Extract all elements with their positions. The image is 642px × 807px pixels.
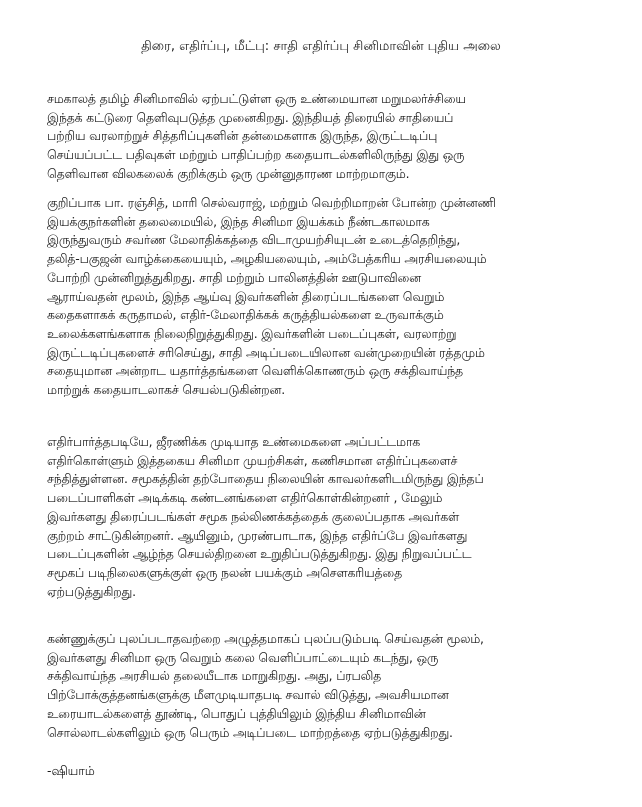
paragraph-line: ஏற்படுத்துகிறது. — [47, 583, 136, 599]
paragraph-line: பற்றிய வரலாற்றுச் சித்தரிப்புகளின் தன்மைகளாக இருந்த, இருட்டடிப்பு — [47, 128, 438, 144]
paragraph-1 — [47, 90, 637, 184]
paragraph-line: சமகாலத் தமிழ் சினிமாவில் ஏற்பட்டுள்ள ஒரு உண்மையான மறுமலர்ச்சியை — [47, 91, 466, 106]
paragraph-line: தெளிவான விலகலைக் குறிக்கும் ஒரு முன்னுதாரண மாற்றமாகும். — [47, 165, 410, 181]
paragraph-line: சமூகப் படிநிலைகளுக்குள் ஒரு நலன் பயக்கும் அசௌகரியத்தை — [47, 564, 403, 580]
paragraph-line: சக்திவாய்ந்த அரசியல் தலையீடாக மாறுகிறது. அது, ப்ரபலித — [47, 668, 382, 684]
paragraph-line: போற்றி முன்னிறுத்துகிறது. சாதி மற்றும் பாலினத்தின் ஊடுபாவினை — [47, 269, 422, 285]
paragraph-line: எதிர்பார்த்தபடியே, ஜீரணிக்க முடியாத உண்மைகளை அப்பட்டமாக — [47, 434, 421, 449]
paragraph-line: கண்ணுக்குப் புலப்படாதவற்றை அழுத்தமாகப் புலப்படும்படி செய்வதன் மூலம், — [47, 631, 484, 646]
paragraph-line: ஆராய்வதன் மூலம், இந்த ஆய்வு இவர்களின் திரைப்படங்களை வெறும் — [47, 288, 445, 304]
paragraph-line: செய்யப்பட்ட பதிவுகள் மற்றும் பாதிப்பற்ற கதையாடல்களிலிருந்து இது ஒரு — [47, 147, 465, 163]
paragraph-line: உரையாடல்களைத் தூண்டி, பொதுப் புத்தியிலும் இந்திய சினிமாவின் — [47, 705, 426, 721]
author-signature: -ஷியாம் — [47, 763, 95, 778]
paragraph-line: படைப்புகளின் ஆழ்ந்த செயல்திறனை உறுதிப்படுத்துகிறது. இது நிறுவப்பட்ட — [47, 546, 472, 562]
paragraph-line: சொல்லாடல்களிலும் ஒரு பெரும் அடிப்படை மாற்றத்தை ஏற்படுத்துகிறது. — [47, 724, 453, 740]
paragraph-line: இந்தக் கட்டுரை தெளிவுபடுத்த முனைகிறது. இந்தியத் திரையில் சாதியைப் — [47, 109, 454, 125]
paragraph-line: மாற்றுக் கதையாடலாகச் செயல்படுகின்றன. — [47, 382, 286, 398]
paragraph-line: குற்றம் சாட்டுகின்றனர். ஆயினும், முரண்பாடாக, இந்த எதிர்ப்பே இவர்களது — [47, 527, 468, 543]
paragraph-2 — [47, 194, 637, 400]
paragraph-line: இவர்களது திரைப்படங்கள் சமூக நல்லிணக்கத்தைக் குலைப்பதாக அவர்கள் — [47, 508, 460, 524]
paragraph-line: பிற்போக்குத்தனங்களுக்கு மீளமுடியாதபடி சவால் விடுத்து, அவசியமான — [47, 687, 449, 703]
document-title: திரை, எதிர்ப்பு, மீட்பு: சாதி எதிர்ப்பு சினிமாவின் புதிய அலை — [141, 39, 501, 54]
paragraph-line: இருட்டடிப்புகளைச் சரிசெய்து, சாதி அடிப்படையிலான வன்முறையின் ரத்தமும் — [47, 344, 485, 360]
paragraph-4 — [47, 630, 637, 742]
paragraph-line: குறிப்பாக பா. ரஞ்சித், மாரி செல்வராஜ், மற்றும் வெற்றிமாறன் போன்ற முன்னணி — [47, 195, 496, 210]
paragraph-line: சந்தித்துள்ளன. சமூகத்தின் தற்போதைய நிலையின் காவலர்களிடமிருந்து இந்தப் — [47, 471, 484, 487]
paragraph-line: எதிர்கொள்ளும் இத்தகைய சினிமா முயற்சிகள், கணிசமான எதிர்ப்புகளைச் — [47, 452, 458, 468]
paragraph-line: இவர்களது சினிமா ஒரு வெறும் கலை வெளிப்பாட்டையும் கடந்து, ஒரு — [47, 649, 439, 665]
paragraph-line: கதைகளாகக் கருதாமல், எதிர்-மேலாதிக்கக் கருத்தியல்களை உருவாக்கும் — [47, 307, 444, 323]
paragraph-line: இருந்துவரும் சவர்ண மேலாதிக்கத்தை விடாமுயற்சியுடன் உடைத்தெறிந்து, — [47, 232, 461, 248]
paragraph-3 — [47, 433, 637, 601]
paragraph-line: தலித்-பகுஜன் வாழ்க்கையையும், அழகியலையும், அம்பேத்கரிய அரசியலையும் — [47, 251, 487, 267]
paragraph-line: சதையுமான அன்றாட யதார்த்தங்களை வெளிக்கொணரும் ஒரு சக்திவாய்ந்த — [47, 363, 463, 379]
paragraph-line: இயக்குநர்களின் தலைமையில், இந்த சினிமா இயக்கம் நீண்டகாலமாக — [47, 213, 430, 229]
paragraph-line: படைப்பாளிகள் அடிக்கடி கண்டனங்களை எதிர்கொள்கின்றனர் , மேலும் — [47, 490, 443, 506]
paragraph-line: உலைக்களங்களாக நிலைநிறுத்துகிறது. இவர்களின் படைப்புகள், வரலாற்று — [47, 325, 457, 341]
